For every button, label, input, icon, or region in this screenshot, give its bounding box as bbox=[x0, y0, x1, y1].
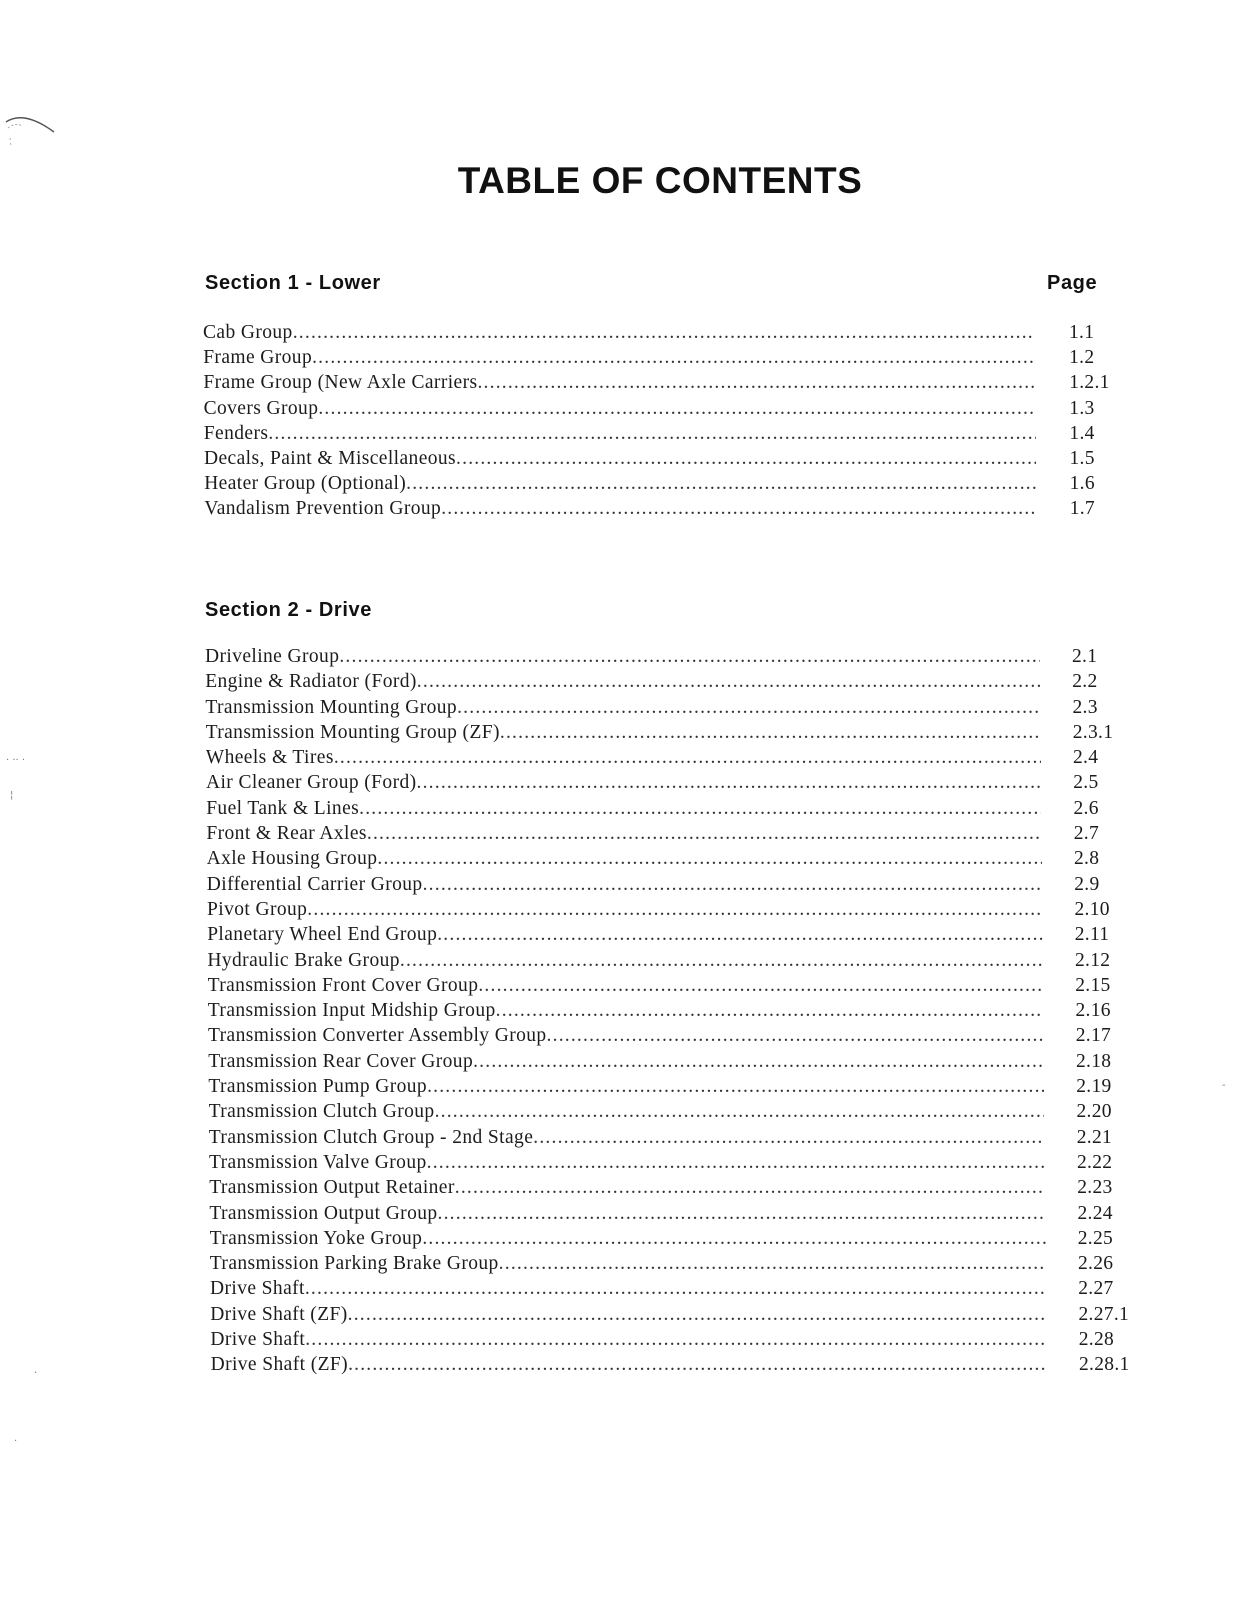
toc-entry bbox=[0, 975, 1236, 1000]
toc-entry-label: Air Cleaner Group (Ford) bbox=[206, 772, 417, 794]
toc-entry-leader bbox=[205, 646, 1040, 671]
toc-entry-leader bbox=[204, 423, 1036, 448]
toc-entry bbox=[0, 1329, 1236, 1354]
toc-dot-leader bbox=[478, 975, 1043, 997]
toc-entry bbox=[0, 950, 1236, 975]
toc-entry bbox=[0, 372, 1236, 397]
toc-entry-leader bbox=[208, 1051, 1044, 1076]
toc-dot-leader bbox=[437, 924, 1043, 946]
scan-speck: · ·· · bbox=[6, 755, 26, 766]
toc-entry-leader bbox=[207, 848, 1042, 873]
toc-entry-leader bbox=[208, 1076, 1044, 1101]
toc-entry-leader bbox=[207, 950, 1043, 975]
toc-entry bbox=[0, 498, 1236, 523]
toc-entry-page-number: 1.1 bbox=[1069, 322, 1095, 343]
toc-entry bbox=[0, 347, 1236, 372]
toc-entry-leader bbox=[203, 347, 1035, 372]
toc-dot-leader bbox=[435, 1101, 1045, 1123]
toc-entry-page-number: 2.23 bbox=[1077, 1177, 1113, 1199]
toc-entry-label: Frame Group (New Axle Carriers bbox=[203, 372, 478, 394]
section-1-heading: Section 1 - Lower bbox=[205, 272, 381, 294]
toc-entry bbox=[0, 646, 1236, 671]
toc-entry-leader bbox=[209, 1101, 1045, 1126]
toc-entry-leader bbox=[204, 398, 1036, 423]
toc-entry-leader bbox=[206, 722, 1041, 747]
toc-dot-leader bbox=[406, 473, 1036, 495]
toc-entry-label: Transmission Output Group bbox=[209, 1202, 438, 1224]
toc-entry-page-number: 2.25 bbox=[1077, 1227, 1114, 1249]
scan-speck: · bbox=[14, 1436, 18, 1447]
toc-entry-leader bbox=[209, 1152, 1045, 1177]
toc-entry bbox=[0, 1278, 1236, 1303]
toc-entry-leader bbox=[209, 1177, 1045, 1202]
toc-entry-page-number: 2.12 bbox=[1075, 949, 1111, 971]
toc-entry-leader bbox=[210, 1304, 1046, 1329]
toc-entry-label: Cab Group bbox=[203, 322, 293, 343]
toc-entry-label: Fenders bbox=[203, 422, 269, 444]
scan-speck: ¦ bbox=[10, 790, 14, 801]
toc-entry bbox=[0, 798, 1236, 823]
toc-entry bbox=[0, 1228, 1236, 1253]
toc-entry-leader bbox=[210, 1278, 1046, 1303]
toc-dot-leader bbox=[268, 423, 1035, 445]
toc-entry bbox=[0, 1127, 1236, 1152]
toc-entry-label: Engine & Radiator (Ford) bbox=[205, 671, 417, 693]
toc-entry-leader bbox=[205, 671, 1040, 696]
toc-dot-leader bbox=[427, 1152, 1045, 1174]
toc-entry-page-number: 2.28.1 bbox=[1079, 1354, 1130, 1376]
toc-dot-leader bbox=[334, 747, 1041, 769]
toc-entry-page-number: 2.3.1 bbox=[1072, 721, 1114, 743]
toc-dot-leader bbox=[455, 1177, 1045, 1199]
toc-entry-page-number: 2.3 bbox=[1072, 696, 1098, 718]
toc-entry-label: Transmission Converter Assembly Group bbox=[208, 1025, 547, 1047]
toc-entry-page-number: 2.15 bbox=[1075, 974, 1111, 996]
toc-entry bbox=[0, 322, 1236, 347]
toc-entry-leader bbox=[210, 1329, 1046, 1354]
toc-entry bbox=[0, 1354, 1236, 1379]
toc-entry bbox=[0, 1203, 1236, 1228]
toc-entry-page-number: 1.6 bbox=[1069, 473, 1095, 495]
toc-entry-page-number: 2.18 bbox=[1076, 1050, 1112, 1072]
toc-entry-page-number: 2.8 bbox=[1074, 848, 1100, 870]
toc-dot-leader bbox=[417, 671, 1040, 693]
toc-dot-leader bbox=[423, 874, 1043, 896]
toc-entry bbox=[0, 1304, 1236, 1329]
toc-entry-leader bbox=[206, 772, 1041, 797]
toc-entry bbox=[0, 848, 1236, 873]
toc-entry-page-number: 2.17 bbox=[1075, 1025, 1112, 1047]
page-title: TABLE OF CONTENTS bbox=[457, 160, 863, 201]
toc-entry-page-number: 2.6 bbox=[1073, 797, 1099, 819]
toc-dot-leader bbox=[456, 448, 1036, 470]
toc-entry-leader bbox=[206, 798, 1041, 823]
toc-dot-leader bbox=[348, 1354, 1047, 1376]
toc-entry-label: Transmission Valve Group bbox=[209, 1151, 427, 1173]
toc-dot-leader bbox=[348, 1304, 1047, 1326]
toc-entry-page-number: 2.5 bbox=[1073, 772, 1099, 794]
toc-entry-page-number: 2.21 bbox=[1076, 1126, 1113, 1148]
toc-entry-label: Axle Housing Group bbox=[206, 848, 378, 870]
page-column-heading: Page bbox=[1047, 272, 1098, 294]
toc-dot-leader bbox=[473, 1051, 1044, 1073]
toc-entry-page-number: 1.2.1 bbox=[1069, 372, 1110, 394]
section-2-heading: Section 2 - Drive bbox=[205, 599, 372, 621]
toc-entry bbox=[0, 772, 1236, 797]
toc-dot-leader bbox=[367, 823, 1042, 845]
scan-speck: · bbox=[34, 1368, 38, 1379]
toc-entry-leader bbox=[211, 1354, 1047, 1379]
toc-dot-leader bbox=[339, 646, 1040, 668]
toc-entry-label: Transmission Input Midship Group bbox=[207, 1000, 496, 1022]
toc-entry-page-number: 1.5 bbox=[1069, 447, 1095, 469]
toc-dot-leader bbox=[547, 1025, 1044, 1047]
toc-dot-leader bbox=[318, 398, 1035, 420]
section-2-entries bbox=[0, 646, 1236, 1380]
toc-entry-page-number: 2.20 bbox=[1076, 1101, 1112, 1123]
toc-entry-label: Planetary Wheel End Group bbox=[207, 924, 438, 946]
toc-entry-page-number: 2.1 bbox=[1072, 646, 1098, 667]
toc-entry bbox=[0, 1152, 1236, 1177]
toc-entry-label: Fuel Tank & Lines bbox=[206, 797, 360, 819]
toc-entry-page-number: 2.2 bbox=[1072, 671, 1098, 693]
toc-entry bbox=[0, 448, 1236, 473]
toc-entry-label: Driveline Group bbox=[205, 646, 340, 667]
toc-entry bbox=[0, 1000, 1236, 1025]
toc-entry-leader bbox=[207, 874, 1042, 899]
toc-entry-label: Covers Group bbox=[203, 397, 319, 419]
toc-entry bbox=[0, 473, 1236, 498]
toc-entry-page-number: 1.2 bbox=[1069, 347, 1095, 369]
toc-entry-label: Transmission Clutch Group bbox=[208, 1101, 435, 1123]
toc-entry-page-number: 2.22 bbox=[1077, 1151, 1113, 1173]
toc-entry bbox=[0, 722, 1236, 747]
toc-dot-leader bbox=[441, 498, 1036, 520]
toc-entry-label: Heater Group (Optional) bbox=[204, 473, 407, 495]
scan-mark-corner bbox=[2, 108, 62, 168]
toc-entry-leader bbox=[204, 448, 1036, 473]
toc-dot-leader bbox=[499, 1253, 1046, 1275]
toc-entry-leader bbox=[206, 747, 1041, 772]
toc-dot-leader bbox=[359, 798, 1041, 820]
scan-speck: - bbox=[1222, 1080, 1226, 1091]
toc-entry-label: Wheels & Tires bbox=[205, 747, 334, 769]
toc-entry-leader bbox=[207, 899, 1043, 924]
toc-dot-leader bbox=[427, 1076, 1044, 1098]
toc-entry bbox=[0, 874, 1236, 899]
toc-entry-label: Drive Shaft bbox=[210, 1278, 305, 1300]
toc-entry-label: Decals, Paint & Miscellaneous bbox=[204, 447, 457, 469]
toc-entry bbox=[0, 899, 1236, 924]
toc-entry-leader bbox=[208, 975, 1044, 1000]
toc-entry-page-number: 2.19 bbox=[1076, 1076, 1112, 1098]
toc-entry bbox=[0, 747, 1236, 772]
toc-entry-label: Drive Shaft (ZF) bbox=[210, 1303, 348, 1325]
toc-entry-label: Transmission Front Cover Group bbox=[207, 974, 479, 996]
toc-dot-leader bbox=[500, 722, 1041, 744]
toc-entry bbox=[0, 1177, 1236, 1202]
toc-entry-label: Frame Group bbox=[203, 347, 313, 369]
toc-entry-label: Transmission Parking Brake Group bbox=[209, 1253, 499, 1275]
toc-entry-label: Transmission Pump Group bbox=[208, 1076, 428, 1098]
toc-dot-leader bbox=[496, 1000, 1044, 1022]
toc-entry-leader bbox=[205, 697, 1040, 722]
toc-entry-page-number: 2.16 bbox=[1075, 1000, 1111, 1022]
toc-entry-page-number: 2.9 bbox=[1074, 873, 1100, 895]
toc-entry-leader bbox=[204, 498, 1036, 523]
toc-entry bbox=[0, 1051, 1236, 1076]
toc-entry-page-number: 2.26 bbox=[1078, 1253, 1114, 1275]
toc-entry-leader bbox=[210, 1253, 1046, 1278]
toc-dot-leader bbox=[533, 1127, 1044, 1149]
toc-entry bbox=[0, 697, 1236, 722]
toc-entry-page-number: 2.7 bbox=[1073, 823, 1100, 845]
toc-entry-page-number: 1.3 bbox=[1069, 397, 1095, 419]
toc-entry-page-number: 2.11 bbox=[1074, 924, 1110, 946]
toc-dot-leader bbox=[417, 772, 1042, 794]
toc-entry bbox=[0, 423, 1236, 448]
toc-entry-label: Transmission Mounting Group bbox=[205, 696, 458, 718]
toc-entry-label: Pivot Group bbox=[207, 898, 308, 920]
toc-entry-leader bbox=[208, 1000, 1044, 1025]
toc-entry-leader bbox=[207, 924, 1043, 949]
toc-dot-leader bbox=[293, 322, 1035, 344]
toc-dot-leader bbox=[305, 1278, 1046, 1300]
toc-entry-label: Transmission Rear Cover Group bbox=[208, 1050, 474, 1072]
toc-dot-leader bbox=[400, 950, 1043, 972]
toc-entry-leader bbox=[208, 1025, 1044, 1050]
toc-entry bbox=[0, 1253, 1236, 1278]
toc-entry-page-number: 1.7 bbox=[1069, 498, 1095, 520]
toc-entry-label: Vandalism Prevention Group bbox=[204, 498, 442, 520]
toc-entry-label: Front & Rear Axles bbox=[206, 823, 367, 845]
toc-entry-label: Drive Shaft bbox=[210, 1329, 306, 1351]
section-1-entries bbox=[0, 322, 1236, 524]
toc-entry-label: Transmission Yoke Group bbox=[209, 1227, 423, 1249]
toc-dot-leader bbox=[377, 848, 1042, 870]
toc-dot-leader bbox=[422, 1228, 1045, 1250]
toc-entry-page-number: 2.27.1 bbox=[1078, 1303, 1130, 1325]
toc-entry-page-number: 2.27 bbox=[1078, 1278, 1114, 1300]
toc-entry-page-number: 1.4 bbox=[1069, 422, 1095, 444]
toc-dot-leader bbox=[477, 372, 1035, 394]
toc-entry-leader bbox=[206, 823, 1041, 848]
toc-entry-label: Drive Shaft (ZF) bbox=[210, 1354, 349, 1376]
toc-entry bbox=[0, 924, 1236, 949]
toc-entry-page-number: 2.28 bbox=[1078, 1329, 1115, 1351]
toc-entry-label: Differential Carrier Group bbox=[206, 873, 423, 895]
toc-entry bbox=[0, 671, 1236, 696]
toc-dot-leader bbox=[307, 899, 1042, 921]
toc-entry bbox=[0, 1076, 1236, 1101]
toc-entry-page-number: 2.4 bbox=[1073, 747, 1099, 769]
toc-entry bbox=[0, 398, 1236, 423]
toc-entry-label: Transmission Mounting Group (ZF) bbox=[205, 721, 500, 743]
toc-dot-leader bbox=[438, 1203, 1046, 1225]
toc-entry-page-number: 2.24 bbox=[1077, 1202, 1113, 1224]
toc-dot-leader bbox=[312, 347, 1035, 369]
toc-entry-leader bbox=[203, 322, 1035, 347]
toc-entry bbox=[0, 1101, 1236, 1126]
toc-dot-leader bbox=[457, 697, 1040, 719]
toc-entry-leader bbox=[209, 1203, 1045, 1228]
toc-entry-leader bbox=[204, 473, 1036, 498]
toc-entry-page-number: 2.10 bbox=[1074, 898, 1110, 920]
toc-entry bbox=[0, 823, 1236, 848]
toc-dot-leader bbox=[305, 1329, 1047, 1351]
toc-entry-label: Transmission Clutch Group - 2nd Stage bbox=[208, 1126, 534, 1148]
toc-entry-leader bbox=[209, 1127, 1045, 1152]
toc-entry-leader bbox=[210, 1228, 1046, 1253]
toc-entry-label: Transmission Output Retainer bbox=[209, 1177, 455, 1199]
toc-entry-leader bbox=[203, 372, 1035, 397]
toc-entry bbox=[0, 1025, 1236, 1050]
toc-entry-label: Hydraulic Brake Group bbox=[207, 949, 400, 971]
